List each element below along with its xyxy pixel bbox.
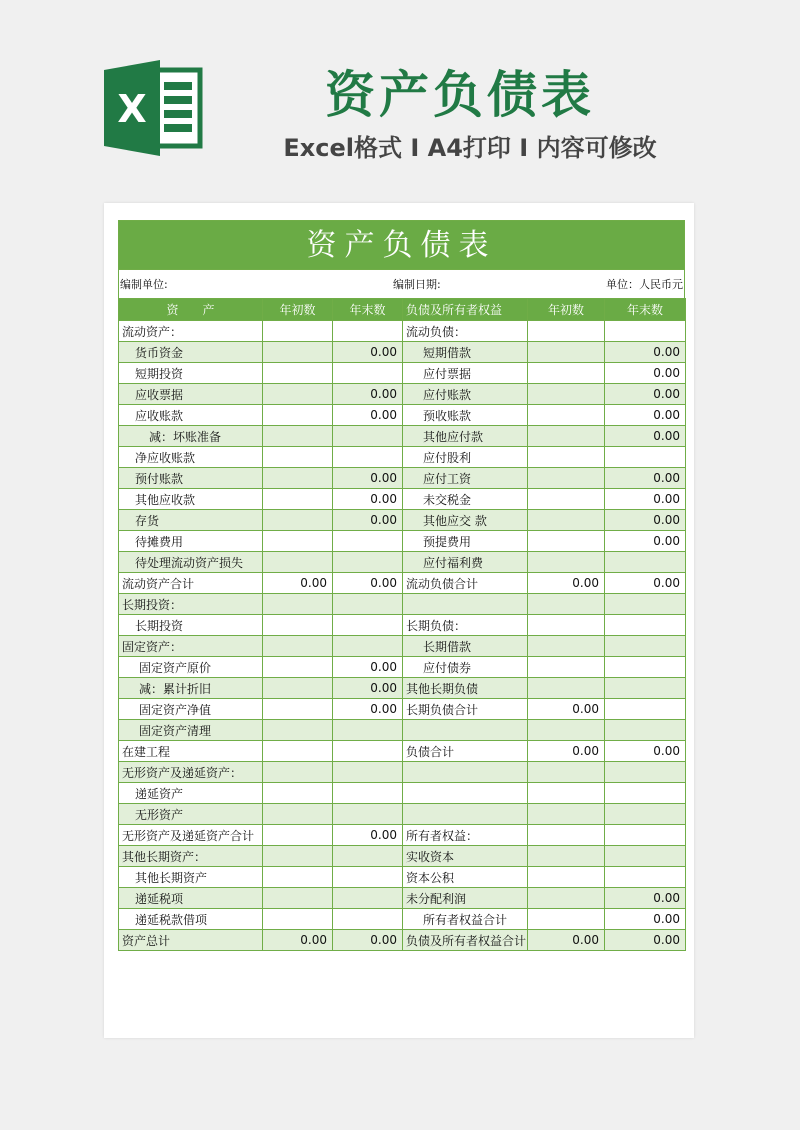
asset-label-cell[interactable]: 预付账款 (119, 468, 263, 489)
asset-end-cell[interactable] (333, 552, 403, 573)
asset-begin-cell[interactable] (263, 510, 333, 531)
table-row (119, 363, 686, 384)
liability-label-cell[interactable]: 流动负债： (403, 321, 528, 342)
svg-text:X: X (117, 87, 147, 131)
asset-label-cell[interactable]: 无形资产 (119, 804, 263, 825)
table-row (119, 489, 686, 510)
liability-begin-cell[interactable] (528, 447, 605, 468)
asset-begin-cell[interactable] (263, 594, 333, 615)
liability-end-cell[interactable]: 0.00 (605, 888, 686, 909)
asset-label-cell[interactable]: 减：坏账准备 (119, 426, 263, 447)
asset-label-cell[interactable]: 递延资产 (119, 783, 263, 804)
asset-end-cell[interactable] (333, 867, 403, 888)
asset-begin-cell[interactable] (263, 489, 333, 510)
asset-begin-cell[interactable] (263, 699, 333, 720)
table-row (119, 699, 686, 720)
asset-label-cell[interactable]: 无形资产及递延资产： (119, 762, 263, 783)
liability-begin-cell[interactable] (528, 636, 605, 657)
liability-begin-cell[interactable] (528, 468, 605, 489)
asset-begin-cell[interactable] (263, 678, 333, 699)
asset-begin-cell[interactable] (263, 867, 333, 888)
liability-begin-cell[interactable] (528, 405, 605, 426)
liability-begin-cell[interactable] (528, 867, 605, 888)
asset-label-cell[interactable]: 流动资产： (119, 321, 263, 342)
table-row (119, 678, 686, 699)
liability-end-cell[interactable] (605, 657, 686, 678)
liability-label-cell[interactable]: 应付票据 (403, 363, 528, 384)
table-row (119, 825, 686, 846)
liability-label-cell[interactable]: 预收账款 (403, 405, 528, 426)
currency-label: 单位：人民币元 (606, 278, 683, 291)
info-row (118, 270, 685, 298)
asset-label-cell[interactable]: 固定资产净值 (119, 699, 263, 720)
liability-label-cell[interactable]: 长期借款 (403, 636, 528, 657)
asset-begin-cell[interactable] (263, 363, 333, 384)
liability-end-cell[interactable] (605, 846, 686, 867)
liability-end-cell[interactable] (605, 699, 686, 720)
table-row (119, 720, 686, 741)
liability-end-cell[interactable]: 0.00 (605, 384, 686, 405)
liability-label-cell[interactable]: 未交税金 (403, 489, 528, 510)
liability-label-cell[interactable] (403, 720, 528, 741)
liability-label-cell[interactable] (403, 783, 528, 804)
asset-label-cell[interactable]: 待处理流动资产损失 (119, 552, 263, 573)
asset-end-cell[interactable] (333, 804, 403, 825)
liability-label-cell[interactable]: 长期负债合计 (403, 699, 528, 720)
asset-label-cell[interactable]: 净应收账款 (119, 447, 263, 468)
liability-begin-cell[interactable]: 0.00 (528, 573, 605, 594)
liability-end-cell[interactable] (605, 636, 686, 657)
table-row (119, 342, 686, 363)
liability-end-cell[interactable]: 0.00 (605, 573, 686, 594)
asset-label-cell[interactable]: 其他应收款 (119, 489, 263, 510)
asset-end-cell[interactable] (333, 594, 403, 615)
liability-label-cell[interactable]: 资本公积 (403, 867, 528, 888)
asset-label-cell[interactable]: 货币资金 (119, 342, 263, 363)
liability-label-cell[interactable]: 应付工资 (403, 468, 528, 489)
header-liabilities: 负债及所有者权益 (403, 299, 528, 321)
asset-end-cell[interactable] (333, 888, 403, 909)
liability-label-cell[interactable]: 预提费用 (403, 531, 528, 552)
asset-begin-cell[interactable] (263, 783, 333, 804)
table-row (119, 384, 686, 405)
asset-begin-cell[interactable] (263, 762, 333, 783)
header-assets: 资 产 (119, 299, 263, 321)
asset-end-cell[interactable]: 0.00 (333, 678, 403, 699)
asset-label-cell[interactable]: 其他长期资产 (119, 867, 263, 888)
liability-begin-cell[interactable] (528, 552, 605, 573)
asset-label-cell[interactable]: 递延税款借项 (119, 909, 263, 930)
asset-label-cell[interactable]: 在建工程 (119, 741, 263, 762)
asset-end-cell[interactable]: 0.00 (333, 657, 403, 678)
liability-end-cell[interactable] (605, 825, 686, 846)
liability-end-cell[interactable] (605, 321, 686, 342)
asset-begin-cell[interactable] (263, 447, 333, 468)
liability-label-cell[interactable]: 实收资本 (403, 846, 528, 867)
liability-begin-cell[interactable] (528, 783, 605, 804)
liability-label-cell[interactable] (403, 762, 528, 783)
asset-begin-cell[interactable] (263, 804, 333, 825)
asset-end-cell[interactable]: 0.00 (333, 468, 403, 489)
liability-begin-cell[interactable] (528, 846, 605, 867)
asset-begin-cell[interactable] (263, 321, 333, 342)
liability-end-cell[interactable]: 0.00 (605, 909, 686, 930)
liability-label-cell[interactable]: 应付账款 (403, 384, 528, 405)
liability-label-cell[interactable]: 其他长期负债 (403, 678, 528, 699)
asset-begin-cell[interactable] (263, 825, 333, 846)
liability-begin-cell[interactable] (528, 678, 605, 699)
header-row (119, 299, 686, 321)
table-row (119, 594, 686, 615)
asset-label-cell[interactable]: 应收票据 (119, 384, 263, 405)
asset-label-cell[interactable]: 递延税项 (119, 888, 263, 909)
asset-begin-cell[interactable] (263, 846, 333, 867)
asset-label-cell[interactable]: 待摊费用 (119, 531, 263, 552)
asset-begin-cell[interactable] (263, 909, 333, 930)
header-end: 年末数 (605, 299, 686, 321)
excel-logo-icon (104, 58, 204, 158)
liability-begin-cell[interactable]: 0.00 (528, 930, 605, 951)
table-row (119, 552, 686, 573)
table-row (119, 510, 686, 531)
table-row (119, 573, 686, 594)
table-row (119, 741, 686, 762)
asset-label-cell[interactable]: 长期投资： (119, 594, 263, 615)
table-row (119, 846, 686, 867)
table-row (119, 321, 686, 342)
asset-label-cell[interactable]: 固定资产清理 (119, 720, 263, 741)
liability-end-cell[interactable]: 0.00 (605, 489, 686, 510)
asset-label-cell[interactable]: 短期投资 (119, 363, 263, 384)
asset-end-cell[interactable]: 0.00 (333, 825, 403, 846)
asset-end-cell[interactable] (333, 321, 403, 342)
asset-end-cell[interactable]: 0.00 (333, 510, 403, 531)
asset-begin-cell[interactable]: 0.00 (263, 573, 333, 594)
liability-begin-cell[interactable] (528, 426, 605, 447)
asset-label-cell[interactable]: 固定资产： (119, 636, 263, 657)
asset-end-cell[interactable] (333, 615, 403, 636)
liability-end-cell[interactable] (605, 783, 686, 804)
liability-label-cell[interactable]: 未分配利润 (403, 888, 528, 909)
liability-end-cell[interactable] (605, 615, 686, 636)
table-row (119, 909, 686, 930)
asset-end-cell[interactable]: 0.00 (333, 489, 403, 510)
table-row (119, 468, 686, 489)
liability-begin-cell[interactable] (528, 804, 605, 825)
liability-begin-cell[interactable]: 0.00 (528, 741, 605, 762)
table-row (119, 888, 686, 909)
sheet-table (118, 298, 686, 951)
liability-begin-cell[interactable] (528, 384, 605, 405)
liability-label-cell[interactable] (403, 804, 528, 825)
asset-end-cell[interactable] (333, 909, 403, 930)
asset-begin-cell[interactable] (263, 720, 333, 741)
liability-begin-cell[interactable] (528, 720, 605, 741)
asset-end-cell[interactable] (333, 741, 403, 762)
liability-label-cell[interactable]: 长期负债： (403, 615, 528, 636)
asset-end-cell[interactable]: 0.00 (333, 342, 403, 363)
table-row (119, 531, 686, 552)
liability-end-cell[interactable] (605, 447, 686, 468)
header-begin: 年初数 (263, 299, 333, 321)
asset-begin-cell[interactable] (263, 615, 333, 636)
liability-label-cell[interactable]: 负债及所有者权益合计 (403, 930, 528, 951)
liability-begin-cell[interactable] (528, 321, 605, 342)
balance-sheet (118, 220, 685, 951)
asset-begin-cell[interactable] (263, 531, 333, 552)
table-row (119, 804, 686, 825)
asset-begin-cell[interactable] (263, 888, 333, 909)
liability-end-cell[interactable] (605, 594, 686, 615)
sheet-title: 资产负债表 (118, 220, 685, 270)
liability-end-cell[interactable]: 0.00 (605, 531, 686, 552)
asset-begin-cell[interactable] (263, 342, 333, 363)
asset-label-cell[interactable]: 无形资产及递延资产合计 (119, 825, 263, 846)
liability-label-cell[interactable]: 应付福利费 (403, 552, 528, 573)
liability-end-cell[interactable] (605, 762, 686, 783)
liability-end-cell[interactable]: 0.00 (605, 468, 686, 489)
asset-end-cell[interactable] (333, 426, 403, 447)
asset-label-cell[interactable]: 长期投资 (119, 615, 263, 636)
liability-begin-cell[interactable] (528, 510, 605, 531)
liability-end-cell[interactable]: 0.00 (605, 510, 686, 531)
table-row (119, 762, 686, 783)
asset-label-cell[interactable]: 资产总计 (119, 930, 263, 951)
asset-end-cell[interactable]: 0.00 (333, 699, 403, 720)
asset-end-cell[interactable] (333, 762, 403, 783)
asset-end-cell[interactable] (333, 846, 403, 867)
liability-begin-cell[interactable] (528, 342, 605, 363)
asset-end-cell[interactable] (333, 531, 403, 552)
liability-begin-cell[interactable] (528, 615, 605, 636)
date-label: 编制日期: (393, 278, 441, 291)
asset-label-cell[interactable]: 减：累计折旧 (119, 678, 263, 699)
asset-begin-cell[interactable] (263, 552, 333, 573)
liability-end-cell[interactable]: 0.00 (605, 405, 686, 426)
asset-begin-cell[interactable] (263, 384, 333, 405)
asset-end-cell[interactable]: 0.00 (333, 405, 403, 426)
liability-end-cell[interactable] (605, 720, 686, 741)
table-row (119, 783, 686, 804)
asset-end-cell[interactable]: 0.00 (333, 384, 403, 405)
liability-label-cell[interactable]: 应付债券 (403, 657, 528, 678)
unit-label: 编制单位: (120, 278, 168, 291)
asset-label-cell[interactable]: 应收账款 (119, 405, 263, 426)
asset-begin-cell[interactable]: 0.00 (263, 930, 333, 951)
table-row (119, 867, 686, 888)
banner-title: 资产负债表 (325, 66, 595, 124)
liability-end-cell[interactable] (605, 804, 686, 825)
liability-label-cell[interactable]: 应付股利 (403, 447, 528, 468)
asset-begin-cell[interactable] (263, 636, 333, 657)
liability-end-cell[interactable] (605, 678, 686, 699)
asset-begin-cell[interactable] (263, 468, 333, 489)
asset-label-cell[interactable]: 存货 (119, 510, 263, 531)
asset-begin-cell[interactable] (263, 426, 333, 447)
liability-begin-cell[interactable] (528, 363, 605, 384)
liability-label-cell[interactable]: 所有者权益： (403, 825, 528, 846)
asset-end-cell[interactable]: 0.00 (333, 573, 403, 594)
liability-label-cell[interactable]: 短期借款 (403, 342, 528, 363)
liability-label-cell[interactable] (403, 594, 528, 615)
liability-end-cell[interactable] (605, 867, 686, 888)
table-row (119, 447, 686, 468)
asset-end-cell[interactable] (333, 363, 403, 384)
asset-end-cell[interactable] (333, 720, 403, 741)
table-row (119, 405, 686, 426)
liability-label-cell[interactable]: 其他应交 款 (403, 510, 528, 531)
asset-begin-cell[interactable] (263, 741, 333, 762)
asset-label-cell[interactable]: 其他长期资产： (119, 846, 263, 867)
liability-end-cell[interactable]: 0.00 (605, 342, 686, 363)
liability-label-cell[interactable]: 其他应付款 (403, 426, 528, 447)
liability-begin-cell[interactable] (528, 594, 605, 615)
liability-end-cell[interactable]: 0.00 (605, 741, 686, 762)
table-row (119, 426, 686, 447)
table-row (119, 615, 686, 636)
liability-end-cell[interactable]: 0.00 (605, 426, 686, 447)
table-row (119, 930, 686, 951)
liability-label-cell[interactable]: 流动负债合计 (403, 573, 528, 594)
table-row (119, 636, 686, 657)
liability-begin-cell[interactable] (528, 762, 605, 783)
liability-label-cell[interactable]: 所有者权益合计 (403, 909, 528, 930)
asset-label-cell[interactable]: 流动资产合计 (119, 573, 263, 594)
asset-end-cell[interactable] (333, 447, 403, 468)
asset-begin-cell[interactable] (263, 657, 333, 678)
liability-begin-cell[interactable] (528, 489, 605, 510)
asset-end-cell[interactable] (333, 636, 403, 657)
liability-label-cell[interactable]: 负债合计 (403, 741, 528, 762)
liability-begin-cell[interactable] (528, 825, 605, 846)
liability-begin-cell[interactable] (528, 531, 605, 552)
liability-begin-cell[interactable] (528, 657, 605, 678)
liability-begin-cell[interactable] (528, 909, 605, 930)
header-end: 年末数 (333, 299, 403, 321)
liability-begin-cell[interactable]: 0.00 (528, 699, 605, 720)
table-row (119, 657, 686, 678)
asset-end-cell[interactable] (333, 783, 403, 804)
asset-label-cell[interactable]: 固定资产原价 (119, 657, 263, 678)
liability-end-cell[interactable]: 0.00 (605, 363, 686, 384)
liability-end-cell[interactable]: 0.00 (605, 930, 686, 951)
liability-begin-cell[interactable] (528, 888, 605, 909)
banner-subtitle: Excel格式 Ⅰ A4打印 Ⅰ 内容可修改 (283, 134, 657, 162)
asset-begin-cell[interactable] (263, 405, 333, 426)
asset-end-cell[interactable]: 0.00 (333, 930, 403, 951)
header-begin: 年初数 (528, 299, 605, 321)
liability-end-cell[interactable] (605, 552, 686, 573)
